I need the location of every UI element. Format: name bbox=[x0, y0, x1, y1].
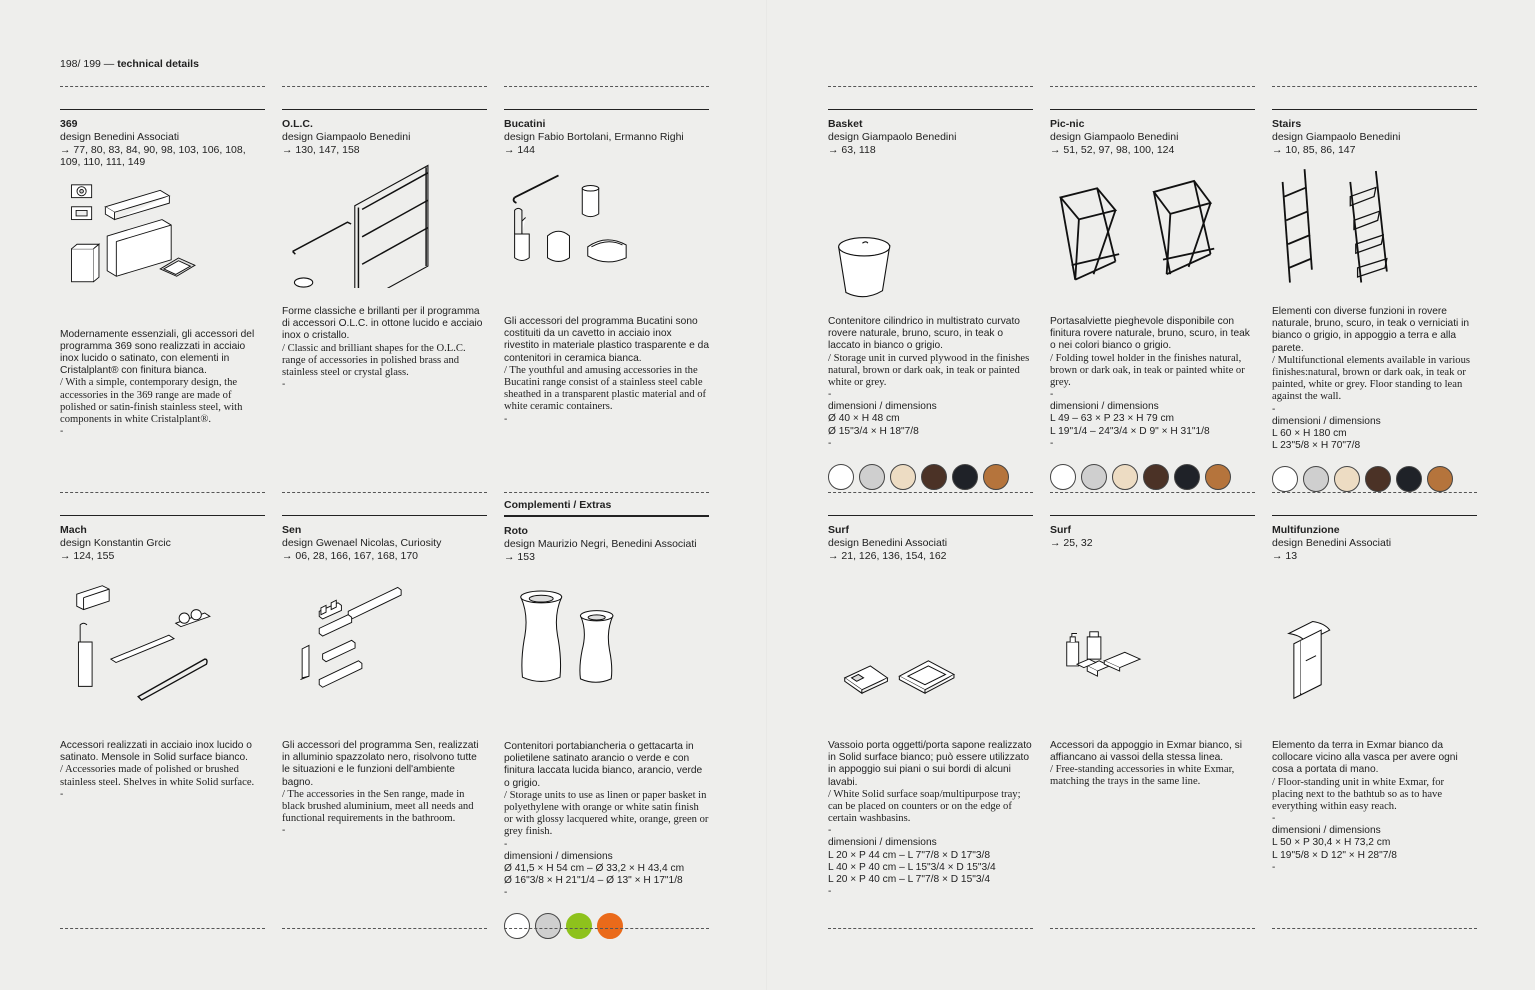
dashed-rule bbox=[1050, 86, 1255, 87]
description-english: / Free-standing accessories in white Exmar, matching the trays in the same line. bbox=[1050, 763, 1235, 788]
description-italian: Vassoio porta oggetti/porta sapone realizzato in Solid surface bianco; può essere utilizzato in appoggio sui piani o sui bordi di alcuni lavabi. bbox=[828, 740, 1032, 788]
solid-rule bbox=[504, 515, 709, 517]
dashed-rule bbox=[1050, 492, 1255, 493]
description-english: / White Solid surface soap/multipurpose tray; can be placed on counters or on the edge of certain washbasins. bbox=[828, 788, 1021, 825]
solid-rule bbox=[1272, 109, 1477, 110]
swatch-brown-oak bbox=[1365, 466, 1391, 492]
page-references: → 130, 147, 158 bbox=[282, 143, 360, 156]
dashed-rule bbox=[828, 492, 1033, 493]
page-header bbox=[60, 58, 199, 70]
product-title: Stairs bbox=[1272, 118, 1302, 130]
product-sen bbox=[282, 492, 487, 837]
surf-standing-accessories-drawing bbox=[1050, 584, 1255, 734]
solid-rule bbox=[1050, 109, 1255, 110]
product-title: Sen bbox=[282, 524, 302, 536]
finish-swatches bbox=[1050, 464, 1255, 490]
product-title: Surf bbox=[828, 524, 849, 536]
solid-rule bbox=[828, 515, 1033, 516]
dashed-rule bbox=[828, 86, 1033, 87]
dimensions-imperial: L 19"1/4 – 24"3/4 × D 9" × H 31"1/8 bbox=[1050, 425, 1210, 437]
product-description bbox=[60, 740, 265, 789]
swatch-green bbox=[566, 913, 592, 939]
swatch-white bbox=[1050, 464, 1076, 490]
dimensions-row-3: L 20 × P 40 cm – L 7"7/8 × D 15"3/4 bbox=[828, 874, 991, 886]
product-description bbox=[1050, 316, 1255, 389]
product-title: Bucatini bbox=[504, 118, 546, 130]
finish-swatches bbox=[828, 464, 1033, 490]
end-mark: - bbox=[828, 437, 832, 449]
description-english: / Multifunctional elements available in various finishes:natural, brown or dark oak, in teak or painted, white or grey. Floor standing to lean against the wall. bbox=[1272, 354, 1470, 403]
product-designer: design Giampaolo Benedini bbox=[1050, 131, 1179, 143]
page-references: → 124, 155 bbox=[60, 549, 115, 562]
dimensions-imperial: Ø 15"3/4 × H 18"7/8 bbox=[828, 425, 919, 437]
product-designer: design Fabio Bortolani, Ermanno Righi bbox=[504, 131, 684, 143]
dashed-rule bbox=[504, 86, 709, 87]
product-multifunzione bbox=[1272, 492, 1477, 874]
bucatini-accessories-drawing bbox=[504, 170, 709, 310]
roto-container-drawing bbox=[504, 585, 709, 735]
product-title: 369 bbox=[60, 118, 78, 130]
dimensions-label: dimensioni / dimensions bbox=[1272, 415, 1381, 427]
bottom-dashed-rule bbox=[828, 928, 1033, 929]
description-italian: Contenitori portabiancheria o gettacarta in polietilene satinato arancio o verde e con finitura laccata lucida bianco, arancio, verde o grigio. bbox=[504, 741, 703, 789]
product-description bbox=[504, 316, 709, 414]
description-english: / Storage unit in curved plywood in the finishes natural, brown or dark oak, in teak or painted white or grey. bbox=[828, 352, 1030, 389]
end-mark: - bbox=[828, 389, 832, 401]
end-mark: - bbox=[828, 886, 832, 898]
end-mark: - bbox=[60, 426, 64, 438]
dashed-rule bbox=[60, 492, 265, 493]
solid-rule bbox=[60, 515, 265, 516]
product-mach bbox=[60, 492, 265, 801]
page-numbers: 198/ 199 — bbox=[60, 58, 115, 70]
product-title: Basket bbox=[828, 118, 863, 130]
product-description bbox=[828, 316, 1033, 389]
end-mark: - bbox=[504, 887, 508, 899]
dimensions-label: dimensioni / dimensions bbox=[828, 837, 937, 849]
description-italian: Accessori da appoggio in Exmar bianco, si affiancano ai vassoi della stessa linea. bbox=[1050, 739, 1242, 763]
solid-rule bbox=[1050, 515, 1255, 516]
page-references: → 63, 118 bbox=[828, 143, 876, 156]
product-picnic bbox=[1050, 86, 1255, 490]
solid-rule bbox=[282, 109, 487, 110]
dashed-rule bbox=[282, 492, 487, 493]
dimensions-imperial: Ø 16"3/8 × H 21"1/4 – Ø 13" × H 17"1/8 bbox=[504, 875, 683, 887]
product-title: Roto bbox=[504, 525, 528, 537]
dashed-rule bbox=[504, 492, 709, 493]
bottom-dashed-rule bbox=[1050, 928, 1255, 929]
description-english: / Folding towel holder in the finishes natural, brown or dark oak, in teak or painted white or grey. bbox=[1050, 352, 1245, 389]
solid-rule bbox=[504, 109, 709, 110]
swatch-dark-oak bbox=[952, 464, 978, 490]
dimensions-label: dimensioni / dimensions bbox=[828, 401, 937, 413]
product-description bbox=[828, 740, 1033, 825]
dimensions-imperial: L 19"5/8 × D 12" × H 28"7/8 bbox=[1272, 849, 1397, 861]
swatch-natural-oak bbox=[890, 464, 916, 490]
end-mark: - bbox=[1272, 861, 1276, 873]
end-mark: - bbox=[1050, 437, 1054, 449]
dashed-rule bbox=[1272, 492, 1477, 493]
end-mark: - bbox=[828, 825, 832, 837]
dimensions-label: dimensioni / dimensions bbox=[1272, 825, 1381, 837]
swatch-white bbox=[828, 464, 854, 490]
page-references: → 51, 52, 97, 98, 100, 124 bbox=[1050, 143, 1175, 156]
product-title: Multifunzione bbox=[1272, 524, 1340, 536]
bottom-dashed-rule bbox=[504, 928, 709, 929]
solid-rule bbox=[60, 109, 265, 110]
page-references: → 77, 80, 83, 84, 90, 98, 103, 106, 108, 109, 110, 111, 149 bbox=[60, 143, 246, 168]
description-italian: Elementi con diverse funzioni in rovere naturale, bruno, scuro, in teak o verniciati in bianco o grigio, in appoggio a terra e alla parete. bbox=[1272, 306, 1470, 354]
product-designer: design Giampaolo Benedini bbox=[828, 131, 957, 143]
description-english: / Accessories made of polished or brushed stainless steel. Shelves in white Solid surface. bbox=[60, 764, 255, 788]
product-basket bbox=[828, 86, 1033, 490]
swatch-grey bbox=[535, 913, 561, 939]
page-references: → 144 bbox=[504, 143, 535, 156]
product-designer: design Giampaolo Benedini bbox=[1272, 131, 1401, 143]
product-stairs bbox=[1272, 86, 1477, 492]
swatch-grey bbox=[1303, 466, 1329, 492]
stairs-ladder-drawing bbox=[1272, 160, 1477, 300]
product-surf-accessories bbox=[1050, 492, 1255, 788]
page-references: → 10, 85, 86, 147 bbox=[1272, 143, 1356, 156]
swatch-teak bbox=[1427, 466, 1453, 492]
end-mark: - bbox=[504, 413, 508, 425]
product-bucatini bbox=[504, 86, 709, 426]
sen-accessories-drawing bbox=[282, 584, 487, 734]
dimensions-metric: Ø 40 × H 48 cm bbox=[828, 413, 900, 425]
end-mark: - bbox=[282, 825, 286, 837]
description-english: / Floor-standing unit in white Exmar, for placing next to the bathtub so as to have everything within easy reach. bbox=[1272, 776, 1445, 813]
surf-tray-drawing bbox=[828, 584, 1033, 734]
description-italian: Portasalviette pieghevole disponibile con finitura rovere naturale, bruno, scuro, in teak o nei colori bianco o grigio. bbox=[1050, 316, 1250, 352]
description-italian: Contenitore cilindrico in multistrato curvato rovere naturale, bruno, scuro, in teak o laccato in bianco o grigio. bbox=[828, 316, 1020, 352]
description-english: / The youthful and amusing accessories in the Bucatini range consist of a stainless steel cable sheathed in a transparent plastic material and of white ceramic containers. bbox=[504, 364, 707, 413]
swatch-brown-oak bbox=[921, 464, 947, 490]
section-label: Complementi / Extras bbox=[504, 499, 612, 511]
product-description bbox=[60, 329, 265, 427]
bottom-dashed-rule bbox=[1272, 928, 1477, 929]
olc-towel-rail-drawing bbox=[282, 160, 487, 300]
swatch-dark-oak bbox=[1396, 466, 1422, 492]
basket-drawing bbox=[828, 170, 1033, 310]
product-description bbox=[1272, 306, 1477, 404]
description-italian: Gli accessori del programma Bucatini sono costituiti da un cavetto in acciaio inox rivestito in materiale plastico trasparente e da contenitori in ceramica bianca. bbox=[504, 316, 709, 364]
swatch-natural-oak bbox=[1112, 464, 1138, 490]
finish-swatches bbox=[504, 913, 709, 939]
product-369 bbox=[60, 86, 265, 438]
dimensions-metric: Ø 41,5 × H 54 cm – Ø 33,2 × H 43,4 cm bbox=[504, 862, 685, 874]
description-english: / With a simple, contemporary design, the accessories in the 369 range are made of polished or satin-finish stainless steel, with components in white Cristalplant®. bbox=[60, 377, 243, 425]
description-italian: Accessori realizzati in acciaio inox lucido o satinato. Mensole in Solid surface bianco. bbox=[60, 740, 252, 764]
dimensions-row-1: L 20 × P 44 cm – L 7"7/8 × D 17"3/8 bbox=[828, 849, 991, 861]
product-title: Mach bbox=[60, 524, 87, 536]
product-description bbox=[1050, 740, 1255, 789]
dimensions-metric: L 50 × P 30,4 × H 73,2 cm bbox=[1272, 837, 1391, 849]
swatch-teak bbox=[983, 464, 1009, 490]
product-designer: design Giampaolo Benedini bbox=[282, 131, 411, 143]
description-italian: Gli accessori del programma Sen, realizzati in alluminio spazzolato nero, risolvono tutte le situazioni e le funzioni dell'ambiente bagno. bbox=[282, 740, 479, 788]
dimensions-metric: L 60 × H 180 cm bbox=[1272, 427, 1347, 439]
369-accessories-drawing bbox=[60, 183, 265, 323]
dashed-rule bbox=[1272, 86, 1477, 87]
product-title: Surf bbox=[1050, 524, 1071, 536]
multifunzione-stand-drawing bbox=[1272, 584, 1477, 734]
product-designer: design Gwenael Nicolas, Curiosity bbox=[282, 537, 442, 549]
product-designer: design Benedini Associati bbox=[60, 131, 180, 143]
finish-swatches bbox=[1272, 466, 1477, 492]
end-mark: - bbox=[1050, 389, 1054, 401]
swatch-white bbox=[504, 913, 530, 939]
page-references: → 25, 32 bbox=[1050, 537, 1093, 549]
product-surf-tray bbox=[828, 492, 1033, 898]
description-english: / The accessories in the Sen range, made in black brushed aluminium, meet all needs and functional requirements in the bathroom. bbox=[282, 788, 474, 825]
dimensions-label: dimensioni / dimensions bbox=[1050, 401, 1159, 413]
end-mark: - bbox=[1272, 813, 1276, 825]
page-gutter bbox=[766, 0, 767, 990]
product-roto bbox=[504, 492, 709, 939]
product-designer: design Benedini Associati bbox=[1272, 537, 1392, 549]
description-english: / Storage units to use as linen or paper basket in polyethylene with orange or white satin finish or with glossy lacquered white, orange, green or grey finish. bbox=[504, 789, 709, 838]
page-references: → 153 bbox=[504, 550, 535, 563]
dimensions-label: dimensioni / dimensions bbox=[504, 850, 613, 862]
solid-rule bbox=[828, 109, 1033, 110]
product-designer: design Maurizio Negri, Benedini Associati bbox=[504, 538, 697, 550]
dimensions-imperial: L 23"5/8 × H 70"7/8 bbox=[1272, 440, 1361, 452]
description-italian: Forme classiche e brillanti per il programma di accessori O.L.C. in ottone lucido e acciaio inox o cristallo. bbox=[282, 306, 483, 342]
picnic-towel-holder-drawing bbox=[1050, 170, 1255, 310]
product-description bbox=[282, 740, 487, 825]
solid-rule bbox=[282, 515, 487, 516]
page-references: → 13 bbox=[1272, 549, 1298, 562]
dimensions-row-2: L 40 × P 40 cm – L 15"3/4 × D 15"3/4 bbox=[828, 861, 996, 873]
swatch-dark-oak bbox=[1174, 464, 1200, 490]
end-mark: - bbox=[1272, 403, 1276, 415]
product-olc bbox=[282, 86, 487, 391]
swatch-teak bbox=[1205, 464, 1231, 490]
product-title: O.L.C. bbox=[282, 118, 313, 130]
description-english: / Classic and brilliant shapes for the O.L.C. range of accessories in polished brass and stainless steel or crystal glass. bbox=[282, 342, 466, 379]
swatch-natural-oak bbox=[1334, 466, 1360, 492]
product-description bbox=[282, 306, 487, 379]
swatch-brown-oak bbox=[1143, 464, 1169, 490]
product-description bbox=[1272, 740, 1477, 813]
bottom-dashed-rule bbox=[282, 928, 487, 929]
product-title: Pic-nic bbox=[1050, 118, 1085, 130]
swatch-orange bbox=[597, 913, 623, 939]
description-italian: Modernamente essenziali, gli accessori del programma 369 sono realizzati in acciaio inox lucido o satinato, con elementi in Cristalplant® con finitura bianca. bbox=[60, 328, 255, 377]
solid-rule bbox=[1272, 515, 1477, 516]
description-italian: Elemento da terra in Exmar bianco da collocare vicino alla vasca per avere ogni cosa a portata di mano. bbox=[1272, 740, 1458, 776]
bottom-dashed-rule bbox=[60, 928, 265, 929]
product-designer: design Benedini Associati bbox=[828, 537, 948, 549]
product-designer: design Konstantin Grcic bbox=[60, 537, 171, 549]
mach-accessories-drawing bbox=[60, 584, 265, 734]
dimensions-metric: L 49 – 63 × P 23 × H 79 cm bbox=[1050, 413, 1175, 425]
product-description bbox=[504, 741, 709, 839]
page-references: → 21, 126, 136, 154, 162 bbox=[828, 549, 947, 562]
end-mark: - bbox=[282, 379, 286, 391]
end-mark: - bbox=[504, 838, 508, 850]
swatch-grey bbox=[1081, 464, 1107, 490]
swatch-grey bbox=[859, 464, 885, 490]
swatch-white bbox=[1272, 466, 1298, 492]
page-title: technical details bbox=[117, 58, 199, 70]
dashed-rule bbox=[60, 86, 265, 87]
dashed-rule bbox=[282, 86, 487, 87]
page-references: → 06, 28, 166, 167, 168, 170 bbox=[282, 549, 419, 562]
end-mark: - bbox=[60, 788, 64, 800]
